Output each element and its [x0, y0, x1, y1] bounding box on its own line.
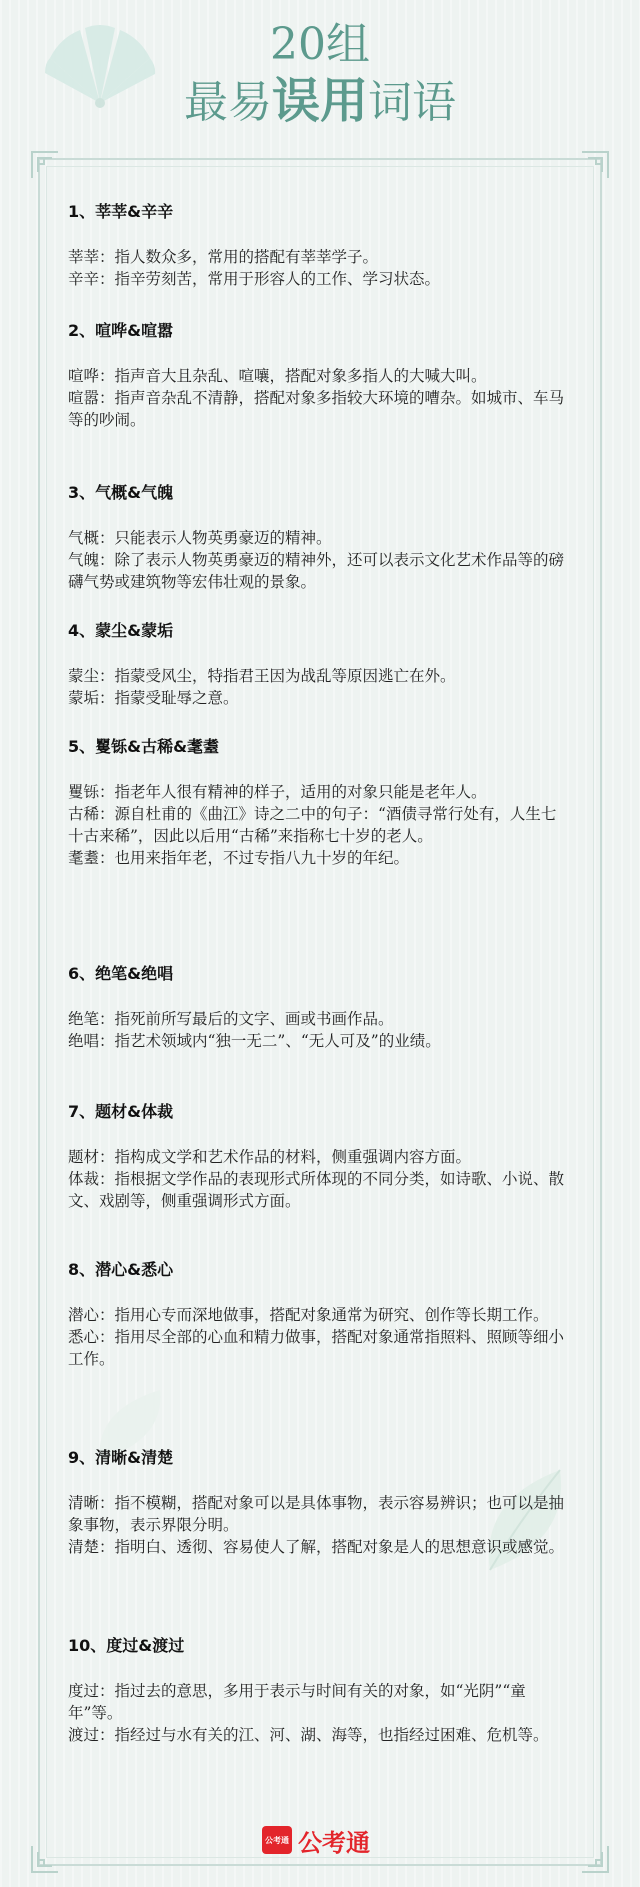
entry-text: 绝笔：指死前所写最后的文字、画或书画作品。: [68, 1010, 394, 1028]
section-title: 8、潜心&悉心: [68, 1260, 174, 1279]
entry-text: 体裁：指根据文学作品的表现形式所体现的不同分类，如诗歌、小说、散文、戏剧等，侧重强调形式方面。: [68, 1170, 565, 1210]
word-section: [68, 962, 441, 1052]
entry-text: 清晰：指不模糊，搭配对象可以是具体事物，表示容易辨识；也可以是抽象事物，表示界限分明。: [68, 1494, 565, 1534]
word-section: [68, 735, 568, 869]
section-title: 2、喧哗&喧嚣: [68, 321, 174, 340]
section-title: 7、题材&体裁: [68, 1102, 174, 1121]
corner-ornament-icon: [580, 150, 610, 180]
word-section: [68, 200, 440, 290]
entry-text: 莘莘：指人数众多，常用的搭配有莘莘学子。: [68, 248, 379, 266]
logo-text: 公考通: [298, 1828, 370, 1857]
entry-text: 清楚：指明白、透彻、容易使人了解，搭配对象是人的思想意识或感觉。: [68, 1538, 565, 1556]
entry-text: 潜心：指用心专而深地做事，搭配对象通常为研究、创作等长期工作。: [68, 1306, 549, 1324]
page-title: [0, 18, 640, 130]
entry-text: 蒙尘：指蒙受风尘，特指君王因为战乱等原因逃亡在外。: [68, 667, 456, 685]
corner-ornament-icon: [30, 150, 60, 180]
entry-text: 喧嚣：指声音杂乱不清静，搭配对象多指较大环境的嘈杂。如城市、车马等的吵闹。: [68, 389, 565, 429]
logo-icon: 公考通: [262, 1826, 292, 1854]
section-title: 1、莘莘&辛辛: [68, 202, 174, 221]
entry-text: 悉心：指用尽全部的心血和精力做事，搭配对象通常指照料、照顾等细小工作。: [68, 1328, 565, 1368]
word-section: [68, 319, 568, 431]
title-suffix: 词语: [368, 77, 456, 128]
section-title: 10、度过&渡过: [68, 1636, 185, 1655]
title-line-2: [0, 74, 640, 130]
entry-text: 矍铄：指老年人很有精神的样子，适用的对象只能是老年人。: [68, 783, 487, 801]
entry-text: 辛辛：指辛劳刻苦，常用于形容人的工作、学习状态。: [68, 270, 441, 288]
entry-text: 气魄：除了表示人物英勇豪迈的精神外，还可以表示文化艺术作品等的磅礴气势或建筑物等宏伟壮观的景象。: [68, 551, 565, 591]
section-title: 6、绝笔&绝唱: [68, 964, 174, 983]
word-section: [68, 1446, 568, 1558]
entry-text: 喧哗：指声音大且杂乱、喧嚷，搭配对象多指人的大喊大叫。: [68, 367, 487, 385]
section-title: 3、气概&气魄: [68, 483, 174, 502]
entry-text: 渡过：指经过与水有关的江、河、湖、海等，也指经过困难、危机等。: [68, 1726, 549, 1744]
word-section: [68, 619, 456, 709]
entry-text: 气概：只能表示人物英勇豪迈的精神。: [68, 529, 332, 547]
section-title: 9、清晰&清楚: [68, 1448, 174, 1467]
entry-text: 耄耋：也用来指年老，不过专指八九十岁的年纪。: [68, 849, 410, 867]
title-prefix: 最易: [183, 77, 272, 128]
section-title: 4、蒙尘&蒙垢: [68, 621, 174, 640]
title-emphasis: 误用: [271, 73, 368, 129]
entry-text: 题材：指构成文学和艺术作品的材料，侧重强调内容方面。: [68, 1148, 472, 1166]
corner-ornament-icon: [30, 1844, 60, 1874]
title-line-1: 20组: [270, 19, 370, 70]
entry-text: 度过：指过去的意思，多用于表示与时间有关的对象，如“光阴”“童年”等。: [68, 1682, 526, 1722]
entry-text: 蒙垢：指蒙受耻辱之意。: [68, 689, 239, 707]
entry-text: 古稀：源自杜甫的《曲江》诗之二中的句子：“酒债寻常行处有，人生七十古来稀”，因此以后用“古稀”来指称七十岁的老人。: [68, 805, 557, 845]
word-section: [68, 1634, 568, 1746]
entry-text: 绝唱：指艺术领域内“独一无二”、“无人可及”的业绩。: [68, 1032, 441, 1050]
word-section: [68, 1258, 568, 1370]
word-section: [68, 1100, 568, 1212]
word-section: [68, 481, 568, 593]
brand-logo[interactable]: [262, 1826, 370, 1857]
section-title: 5、矍铄&古稀&耄耋: [68, 737, 220, 756]
corner-ornament-icon: [580, 1844, 610, 1874]
